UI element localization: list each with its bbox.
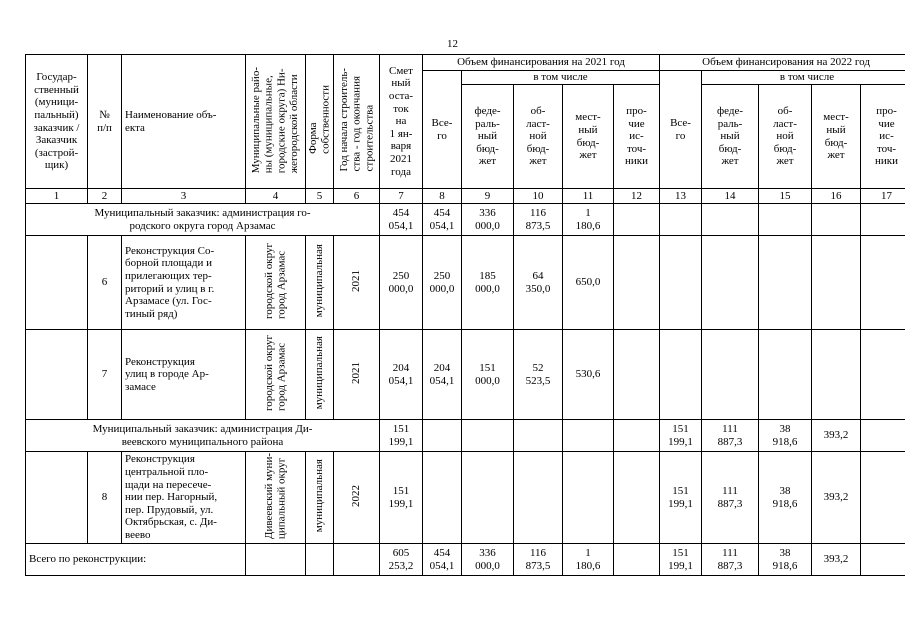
column-number: 5 <box>306 189 334 204</box>
group-total-c8 <box>423 420 462 452</box>
grand-total-label: Всего по реконструкции: <box>26 544 246 576</box>
value-c14 <box>702 236 759 330</box>
group-total-c15 <box>759 204 812 236</box>
column-number: 14 <box>702 189 759 204</box>
group-total-c15: 38 918,6 <box>759 420 812 452</box>
district: городской округ город Арзамас <box>262 334 288 411</box>
header-object-name: Наименование объ- екта <box>122 55 246 189</box>
table-row <box>26 452 905 544</box>
value-c16 <box>812 330 861 420</box>
group-total-c16 <box>812 204 861 236</box>
grand-total-c14: 111 887,3 <box>702 544 759 576</box>
column-number: 2 <box>88 189 122 204</box>
group-total-c9 <box>462 420 514 452</box>
table-row <box>26 236 905 330</box>
empty-cell <box>306 544 334 576</box>
row-number: 6 <box>88 236 122 330</box>
value-c7: 204 054,1 <box>380 330 423 420</box>
value-c8 <box>423 452 462 544</box>
header-total-2021: Все- го <box>423 71 462 189</box>
grand-total-c12 <box>614 544 660 576</box>
grand-total-c17 <box>861 544 905 576</box>
column-number: 4 <box>246 189 306 204</box>
group-title: Муниципальный заказчик: администрация Ди- веевского муниципального района <box>26 420 380 452</box>
header-districts-cell <box>246 55 306 189</box>
value-c17 <box>861 236 905 330</box>
district-cell <box>246 330 306 420</box>
header-fin-2021: Объем финансирования на 2021 год <box>423 55 660 71</box>
value-c14 <box>702 330 759 420</box>
value-c10: 52 523,5 <box>514 330 563 420</box>
group-total-c11: 1 180,6 <box>563 204 614 236</box>
value-c8: 204 054,1 <box>423 330 462 420</box>
construction-year-cell <box>334 330 380 420</box>
value-c9: 185 000,0 <box>462 236 514 330</box>
header-total-2022: Все- го <box>660 71 702 189</box>
column-number: 10 <box>514 189 563 204</box>
column-number: 11 <box>563 189 614 204</box>
group-total-c7: 151 199,1 <box>380 420 423 452</box>
value-c16: 393,2 <box>812 452 861 544</box>
group-total-c17 <box>861 204 905 236</box>
value-c11 <box>563 452 614 544</box>
column-number: 7 <box>380 189 423 204</box>
column-number: 6 <box>334 189 380 204</box>
ownership: муниципальная <box>313 459 326 533</box>
construction-year-cell <box>334 236 380 330</box>
construction-year: 2021 <box>350 361 363 384</box>
header-incl-2021: в том числе <box>462 71 660 85</box>
group-title: Муниципальный заказчик: администрация го- родского округа город Арзамас <box>26 204 380 236</box>
empty-customer-cell <box>26 330 88 420</box>
group-total-c12 <box>614 204 660 236</box>
group-total-c9: 336 000,0 <box>462 204 514 236</box>
group-total-c10 <box>514 420 563 452</box>
group-total-row <box>26 204 905 236</box>
value-c12 <box>614 236 660 330</box>
value-c14: 111 887,3 <box>702 452 759 544</box>
ownership: муниципальная <box>313 336 326 410</box>
district: Дивеевский муни- ципальный округ <box>262 452 288 539</box>
value-c15 <box>759 330 812 420</box>
group-total-row <box>26 420 905 452</box>
value-c17 <box>861 452 905 544</box>
object-name: Реконструкция улиц в городе Ар- замасе <box>122 330 246 420</box>
column-number: 13 <box>660 189 702 204</box>
object-name: Реконструкция центральной пло- щади на пересече- нии пер. Нагорный, пер. Прудовый, ул. Октябрьская, с. Ди- веево <box>122 452 246 544</box>
group-total-c17 <box>861 420 905 452</box>
construction-year-cell <box>334 452 380 544</box>
group-total-c12 <box>614 420 660 452</box>
value-c10: 64 350,0 <box>514 236 563 330</box>
column-number: 12 <box>614 189 660 204</box>
group-total-c16: 393,2 <box>812 420 861 452</box>
grand-total-c9: 336 000,0 <box>462 544 514 576</box>
district-cell <box>246 452 306 544</box>
grand-total-c10: 116 873,5 <box>514 544 563 576</box>
header-incl-2022: в том числе <box>702 71 905 85</box>
header-ownership-cell <box>306 55 334 189</box>
group-total-c8: 454 054,1 <box>423 204 462 236</box>
value-c16 <box>812 236 861 330</box>
value-c10 <box>514 452 563 544</box>
empty-customer-cell <box>26 236 88 330</box>
object-name: Реконструкция Со- борной площади и прилегающих тер- риторий и улиц в г. Арзамасе (ул. Гос- тиный ряд) <box>122 236 246 330</box>
value-c15: 38 918,6 <box>759 452 812 544</box>
header-local-2022: мест- ный бюд- жет <box>812 85 861 189</box>
grand-total-c11: 1 180,6 <box>563 544 614 576</box>
value-c11: 530,6 <box>563 330 614 420</box>
district-cell <box>246 236 306 330</box>
column-numbers-row <box>26 189 905 204</box>
grand-total-c13: 151 199,1 <box>660 544 702 576</box>
group-total-c13: 151 199,1 <box>660 420 702 452</box>
district: городской округ город Арзамас <box>262 242 288 319</box>
header-regional-2021: об- ласт- ной бюд- жет <box>514 85 563 189</box>
value-c11: 650,0 <box>563 236 614 330</box>
value-c12 <box>614 452 660 544</box>
header-local-2021: мест- ный бюд- жет <box>563 85 614 189</box>
header-other-2021: про- чие ис- точ- ники <box>614 85 660 189</box>
grand-total-c15: 38 918,6 <box>759 544 812 576</box>
grand-total-c7: 605 253,2 <box>380 544 423 576</box>
value-c13 <box>660 236 702 330</box>
row-number: 8 <box>88 452 122 544</box>
ownership: муниципальная <box>313 244 326 318</box>
value-c12 <box>614 330 660 420</box>
column-number: 8 <box>423 189 462 204</box>
table-row <box>26 330 905 420</box>
group-total-c11 <box>563 420 614 452</box>
column-number: 3 <box>122 189 246 204</box>
header-customer: Государ- ственный (муници- пальный) заказчик / Заказчик (застрой- щик) <box>26 55 88 189</box>
value-c13 <box>660 330 702 420</box>
empty-cell <box>246 544 306 576</box>
header-years: Год начала строитель- ства - год окончания строительства <box>337 67 375 172</box>
column-number: 1 <box>26 189 88 204</box>
financing-table <box>25 54 905 576</box>
grand-total-c8: 454 054,1 <box>423 544 462 576</box>
header-federal-2022: феде- раль- ный бюд- жет <box>702 85 759 189</box>
group-total-c13 <box>660 204 702 236</box>
group-total-c14 <box>702 204 759 236</box>
header-number: № п/п <box>88 55 122 189</box>
construction-year: 2022 <box>350 484 363 507</box>
empty-customer-cell <box>26 452 88 544</box>
column-number: 16 <box>812 189 861 204</box>
header-ownership: Форма собственности <box>307 85 332 155</box>
grand-total-c16: 393,2 <box>812 544 861 576</box>
group-total-c14: 111 887,3 <box>702 420 759 452</box>
value-c17 <box>861 330 905 420</box>
construction-year: 2021 <box>350 269 363 292</box>
value-c15 <box>759 236 812 330</box>
header-estimate: Смет ный оста- ток на 1 ян- варя 2021 года <box>380 55 423 189</box>
header-other-2022: про- чие ис- точ- ники <box>861 85 905 189</box>
column-number: 17 <box>861 189 905 204</box>
header-years-cell <box>334 55 380 189</box>
value-c7: 151 199,1 <box>380 452 423 544</box>
ownership-cell <box>306 330 334 420</box>
group-total-c7: 454 054,1 <box>380 204 423 236</box>
value-c9 <box>462 452 514 544</box>
grand-total-row <box>26 544 905 576</box>
header-fin-2022: Объем финансирования на 2022 год <box>660 55 905 71</box>
column-number: 15 <box>759 189 812 204</box>
value-c8: 250 000,0 <box>423 236 462 330</box>
page-number: 12 <box>447 38 458 50</box>
row-number: 7 <box>88 330 122 420</box>
header-federal-2021: феде- раль- ный бюд- жет <box>462 85 514 189</box>
empty-cell <box>334 544 380 576</box>
header-regional-2022: об- ласт- ной бюд- жет <box>759 85 812 189</box>
header-districts: Муниципальные райо- ны (муниципальные, городские округа) Ни- жегородской области <box>250 66 301 173</box>
ownership-cell <box>306 452 334 544</box>
value-c13: 151 199,1 <box>660 452 702 544</box>
ownership-cell <box>306 236 334 330</box>
column-number: 9 <box>462 189 514 204</box>
value-c7: 250 000,0 <box>380 236 423 330</box>
group-total-c10: 116 873,5 <box>514 204 563 236</box>
value-c9: 151 000,0 <box>462 330 514 420</box>
